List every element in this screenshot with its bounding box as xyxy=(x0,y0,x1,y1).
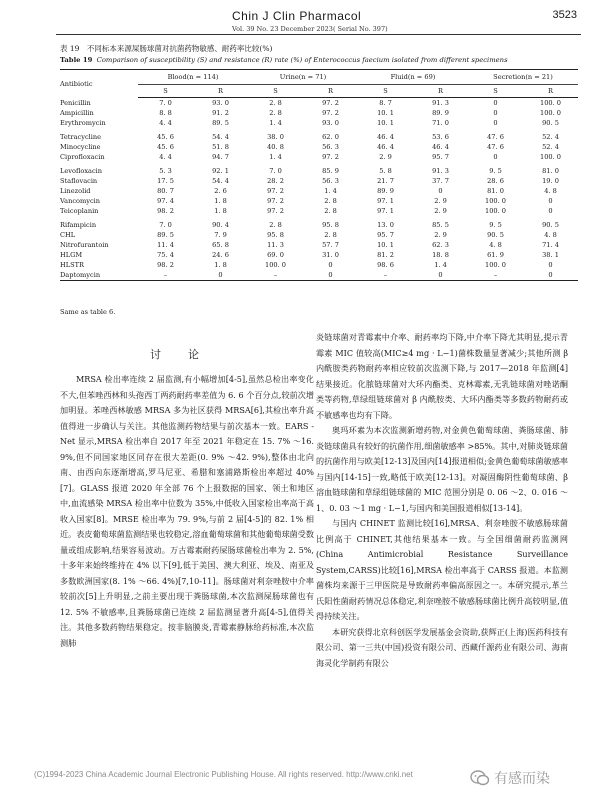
group-urine: Urine(n = 71) xyxy=(248,70,358,85)
table-cell: 2. 9 xyxy=(434,197,447,205)
table-cell: 2. 8 xyxy=(269,109,282,117)
table-cell: 8. 8 xyxy=(159,109,172,117)
table-cell: 100. 0 xyxy=(485,207,506,215)
table-cell: 38. 0 xyxy=(267,133,284,141)
page-header xyxy=(0,0,589,36)
col-antibiotic: Antibiotic xyxy=(60,70,138,98)
table-cell: 21. 7 xyxy=(377,177,394,185)
watermark-text: 有感而染 xyxy=(494,771,550,787)
table-cell: 9. 5 xyxy=(489,167,502,175)
table-cell: 4. 4 xyxy=(159,119,172,127)
table-cell: 1. 4 xyxy=(269,119,282,127)
table-cell: – xyxy=(248,270,303,281)
table-cell: 57. 7 xyxy=(322,241,339,249)
header-rule xyxy=(56,34,581,35)
table-cell: 95. 7 xyxy=(432,153,449,161)
table-row xyxy=(60,216,578,230)
right-column xyxy=(316,330,568,671)
group-secretion: Secretion(n = 21) xyxy=(468,70,578,85)
table-caption-cn: 表 19 不同标本来源屎肠球菌对抗菌药物敏感、耐药率比较(%) xyxy=(60,44,273,53)
table-cell: 95. 7 xyxy=(377,231,394,239)
wechat-icon xyxy=(470,768,490,788)
table-row xyxy=(60,240,578,250)
table-cell: – xyxy=(138,270,193,281)
table-cell: 47. 6 xyxy=(487,143,504,151)
sub-s: S xyxy=(138,85,193,98)
table-cell: 95. 8 xyxy=(267,231,284,239)
table-cell: 1. 4 xyxy=(434,261,447,269)
table-cell: 97. 4 xyxy=(157,197,174,205)
table-cell: 61. 9 xyxy=(487,251,504,259)
section-title: 讨 论 xyxy=(150,348,207,361)
table-cell: 2. 8 xyxy=(269,221,282,229)
table-cell: 97. 2 xyxy=(322,99,339,107)
table-cell: 0 xyxy=(303,270,358,281)
table-cell: 7. 9 xyxy=(214,231,227,239)
table-cell: 7. 0 xyxy=(159,99,172,107)
table-cell: 95. 8 xyxy=(322,221,339,229)
table-cell: 90. 4 xyxy=(212,221,229,229)
antibiotic-name: Linezolid xyxy=(60,187,91,195)
antibiotic-name: Minocycline xyxy=(60,143,101,151)
table-cell: 10. 1 xyxy=(377,119,394,127)
antibiotic-name: Vancomycin xyxy=(60,197,101,205)
table-cell: 11. 4 xyxy=(157,241,174,249)
table-row xyxy=(60,206,578,216)
antibiotic-name: Staflovacin xyxy=(60,177,98,185)
table-cell: 97. 2 xyxy=(322,153,339,161)
table-cell: 47. 6 xyxy=(487,133,504,141)
table-cell: 0 xyxy=(328,261,333,269)
table-cell: 71. 0 xyxy=(432,119,449,127)
table-cell: 0 xyxy=(548,207,553,215)
table-caption-en xyxy=(60,56,508,64)
sub-r: R xyxy=(303,85,358,98)
table-cell: 2. 8 xyxy=(324,207,337,215)
table-cell: 45. 6 xyxy=(157,133,174,141)
table-row xyxy=(60,108,578,118)
table-cell: 0 xyxy=(548,197,553,205)
sub-s: S xyxy=(248,85,303,98)
table-cell: 0 xyxy=(438,187,443,195)
table-cell: 97. 2 xyxy=(322,109,339,117)
antibiotic-name: Erythromycin xyxy=(60,119,106,127)
table-cell: 93. 0 xyxy=(212,99,229,107)
table-cell: 0 xyxy=(193,270,248,281)
paragraph: 炎链球菌对青霉素中介率、耐药率均下降,中介率下降尤其明显,提示青霉素 MIC 值较高(MIC≥4 mg · L−1)菌株数量显著减少;其他所测 β 内酰胺类药物耐药率相应较前次监测下降,与 2017—2018 年监测[4]结果接近。化脓链球菌对大环内酯类、克林霉素,无乳链球菌对唑诺酮类等药物,草绿组链球菌对 β 内酰胺类、大环内酯类等多数药物耐药或不敏感率也均有下降。 xyxy=(316,332,568,420)
table-cell: 1. 8 xyxy=(214,261,227,269)
table-cell: 7. 0 xyxy=(269,167,282,175)
antibiotic-name: Daptomycin xyxy=(60,270,138,281)
table-cell: 100. 0 xyxy=(540,99,561,107)
table-cell: 37. 7 xyxy=(432,177,449,185)
table-cell: 0 xyxy=(493,119,498,127)
table-cell: 92. 1 xyxy=(212,167,229,175)
sub-r: R xyxy=(193,85,248,98)
table-row xyxy=(60,98,578,109)
table-cell: 97. 1 xyxy=(377,207,394,215)
sub-s: S xyxy=(468,85,523,98)
sub-r: R xyxy=(523,85,578,98)
table-cell: 85. 5 xyxy=(432,221,449,229)
table-row xyxy=(60,162,578,176)
table-cell: 2. 6 xyxy=(214,187,227,195)
table-cell: 89. 5 xyxy=(157,231,174,239)
paragraph: 奥玛环素为本次监测新增药物,对金黄色葡萄球菌、粪肠球菌、肺炎链球菌具有较好的抗菌作用,细菌敏感率 >85%。其中,对肺炎链球菌的抗菌作用与欧美[12-13]及国内[14]报道相似;金黄色葡萄球菌敏感率与国内[14-15]一致,略低于欧美[12-13]。对凝固酶阴性葡萄球菌、β 溶血链球菌和草绿组链球菌的 MIC 范围分别是 0. 06 ～2、0. 016 ～1、0. 03 ～1 mg · L−1,与国内和美国报道相似[13-14]。 xyxy=(316,425,568,513)
copyright-line: (C)1994-2023 China Academic Journal Electronic Publishing House. All rights reserved. http://www.cnki.net xyxy=(34,770,413,779)
antibiotic-name: Nitrofurantoin xyxy=(60,241,109,249)
table-cell: 2. 8 xyxy=(269,99,282,107)
table-cell: 100. 0 xyxy=(540,153,561,161)
table-row xyxy=(60,152,578,162)
antibiotic-name: Ciprofloxacin xyxy=(60,153,105,161)
table-cell: 13. 0 xyxy=(377,221,394,229)
table-cell: 38. 1 xyxy=(542,251,559,259)
table-cell: 80. 7 xyxy=(157,187,174,195)
antibiotic-name: CHL xyxy=(60,231,76,239)
table-cell: 0 xyxy=(493,109,498,117)
table-cell: 97. 2 xyxy=(267,197,284,205)
antibiotic-name: Ampicillin xyxy=(60,109,94,117)
paragraph: MRSA 检出率连续 2 届监测,有小幅增加[4-5],虽然总检出率变化不大,但苯唑西林和头孢西丁两药耐药率差值为 6. 6 个百分点,较前次增加明显。苯唑西林敏感 MRSA 多为社区获得 MRSA[6],其检出率升高值得进一步确认与关注。其他监测药物结果与前次基本一致。EARS - Net 显示,MRSA 检出率自 2017 年至 2021 年稳定在 15. 7% ～16. 9%,但不同国家地区同存在很大差距(0. 9% ～42. 9%),整体由北向南、由西向东逐渐增高,罗马尼亚、希腊和塞浦路斯检出率超过 40%[7]。GLASS 报道 2020 年全部 76 个上报数据的国家、领土和地区中,血流感染 MRSA 检出率中位数为 35%,中低收入国家检出率高于高收入国家[8]。MRSE 检出率为 79. 9%,与前 2 届[4-5]的 82. 1% 相近。表皮葡萄球菌监测结果也较稳定,溶血葡萄球菌和其他葡萄球菌受数量或组成影响,结果容易波动。万古霉素耐药屎肠球菌检出率为 2. 5%,十多年来始终维持在 4% 以下[9],低于美国、澳大利亚、埃及、南亚及多数欧洲国家(8. 1% ～66. 4%)[7,10-11]。肠球菌对利奈唑胺中介率较前次[5]上升明显,之前主要出现于粪肠球菌,本次监测屎肠球菌也有 12. 5% 不敏感率,且粪肠球菌已连续 2 届监测显著升高[4-5],值得关注。其他多数药物结果稳定。按非脑膜炎,青霉素静脉给药标准,本次监测肺 xyxy=(60,374,314,648)
group-blood: Blood(n = 114) xyxy=(138,70,248,85)
table-cell: 100. 0 xyxy=(485,261,506,269)
table-cell: 94. 7 xyxy=(212,153,229,161)
table-cell: 17. 5 xyxy=(157,177,174,185)
table-cell: 91. 3 xyxy=(432,167,449,175)
table-cell: 1. 8 xyxy=(214,197,227,205)
volume-line: Vol. 39 No. 23 December 2023( Serial No. 397) xyxy=(232,25,388,33)
table-cell: 31. 0 xyxy=(322,251,339,259)
table-cell: 54. 4 xyxy=(212,133,229,141)
table-cell: 2. 9 xyxy=(434,207,447,215)
table-cell: 2. 9 xyxy=(434,231,447,239)
table-row xyxy=(60,270,578,281)
table-cell: 46. 4 xyxy=(432,143,449,151)
table-cell: 89. 9 xyxy=(377,187,394,195)
table-cell: 1. 8 xyxy=(214,207,227,215)
table-cell: 90. 5 xyxy=(542,221,559,229)
table-cell: – xyxy=(358,270,413,281)
watermark xyxy=(470,766,580,790)
table-cell: 56. 3 xyxy=(322,143,339,151)
table-cell: 8. 7 xyxy=(379,99,392,107)
table-cell: 0 xyxy=(413,270,468,281)
journal-title: Chin J Clin Pharmacol xyxy=(232,9,362,23)
table-cell: 54. 4 xyxy=(212,177,229,185)
table-cell: 40. 8 xyxy=(267,143,284,151)
table-cell: 51. 8 xyxy=(212,143,229,151)
table-cell: 4. 8 xyxy=(544,187,557,195)
table-cell: 28. 2 xyxy=(267,177,284,185)
table-cell: 93. 0 xyxy=(322,119,339,127)
table-cell: 4. 8 xyxy=(489,241,502,249)
table-cell: 0 xyxy=(493,153,498,161)
table-row xyxy=(60,230,578,240)
table-cell: 19. 0 xyxy=(542,177,559,185)
table-cell: 98. 6 xyxy=(377,261,394,269)
table-cell: 85. 9 xyxy=(322,167,339,175)
table-cell: 4. 8 xyxy=(544,231,557,239)
table-cell: 100. 0 xyxy=(540,109,561,117)
table-cell: 97. 1 xyxy=(377,197,394,205)
page-number: 3523 xyxy=(552,9,577,21)
table-cell: 53. 6 xyxy=(432,133,449,141)
table-cell: 90. 5 xyxy=(487,231,504,239)
table-row xyxy=(60,260,578,270)
antibiotic-name: HLGM xyxy=(60,251,83,259)
antibiotic-name: Rifampicin xyxy=(60,221,97,229)
table-row xyxy=(60,196,578,206)
table-row xyxy=(60,142,578,152)
table-cell: 46. 4 xyxy=(377,143,394,151)
table-cell: 81. 0 xyxy=(487,187,504,195)
table-cell: 2. 9 xyxy=(379,153,392,161)
table-cell: 81. 2 xyxy=(377,251,394,259)
paragraph: 本研究获得北京科创医学发展基金会资助,获辉正(上海)医药科技有限公司、第一三共(中国)投资有限公司、西藏仟源药业有限公司、海南海灵化学制药有限公 xyxy=(316,626,568,668)
table-cell: 100. 0 xyxy=(265,261,286,269)
table-cell: 9. 5 xyxy=(489,221,502,229)
table-cell: 18. 8 xyxy=(432,251,449,259)
table-cell: 65. 8 xyxy=(212,241,229,249)
table-cell: 81. 0 xyxy=(542,167,559,175)
table-cell: 52. 4 xyxy=(542,133,559,141)
antibiotic-name: HLSTR xyxy=(60,261,85,269)
table-cell: 89. 5 xyxy=(212,119,229,127)
sub-s: S xyxy=(358,85,413,98)
antibiotic-name: Teicoplanin xyxy=(60,207,99,215)
antibiotic-name: Penicillin xyxy=(60,98,91,107)
table-cell: 71. 4 xyxy=(542,241,559,249)
table-cell: 0 xyxy=(523,270,578,281)
table-row xyxy=(60,250,578,260)
table-cell: 97. 2 xyxy=(267,207,284,215)
table-cell: 11. 3 xyxy=(267,241,284,249)
table-cell: 5. 8 xyxy=(379,167,392,175)
table-cell: 91. 3 xyxy=(432,99,449,107)
table-cell: 98. 2 xyxy=(157,261,174,269)
table-cell: 0 xyxy=(493,99,498,107)
table-cell: 24. 6 xyxy=(212,251,229,259)
table-cell: 2. 8 xyxy=(324,231,337,239)
table-cell: 28. 6 xyxy=(487,177,504,185)
table-cell: 7. 0 xyxy=(159,221,172,229)
table-cell: 45. 6 xyxy=(157,143,174,151)
table-label: Table 19 xyxy=(60,56,93,64)
table-cell: 5. 3 xyxy=(159,167,172,175)
susceptibility-table xyxy=(60,69,578,281)
table-row xyxy=(60,186,578,196)
table-body xyxy=(60,98,578,281)
table-cell: 0 xyxy=(548,261,553,269)
table-cell: 56. 3 xyxy=(322,177,339,185)
table-cell: 10. 1 xyxy=(377,241,394,249)
table-cell: 98. 2 xyxy=(157,207,174,215)
table-cell: 46. 4 xyxy=(377,133,394,141)
table-cell: 91. 2 xyxy=(212,109,229,117)
table-row xyxy=(60,118,578,128)
table-cell: 75. 4 xyxy=(157,251,174,259)
left-column xyxy=(60,372,314,651)
table-row xyxy=(60,176,578,186)
antibiotic-name: Levofloxacin xyxy=(60,167,103,175)
table-cell: 69. 0 xyxy=(267,251,284,259)
table-cell: – xyxy=(468,270,523,281)
group-fluid: Fluid(n = 69) xyxy=(358,70,468,85)
table-caption-text: Comparison of susceptibility (S) and resistance (R) rate (%) of Enterococcus faecium isolated from different specimens xyxy=(96,56,508,64)
antibiotic-name: Tetracycline xyxy=(60,133,101,141)
table-cell: 90. 5 xyxy=(542,119,559,127)
table-cell: 89. 9 xyxy=(432,109,449,117)
sub-r: R xyxy=(413,85,468,98)
paragraph: 与国内 CHINET 监测比较[16],MRSA、利奈唑胺不敏感肠球菌比例高于 CHINET,其他结果基本一致。与全国细菌耐药监测网(China Antimicrobial Resistance Surveillance System,CARSS)比较[16],MRSA 检出率高于 CARSS 报道。本监测菌株均来源于三甲医院是导致耐药率偏高原因之一。本研究提示,革兰氏阳性菌耐药情况总体稳定,利奈唑胺不敏感肠球菌比例升高较明显,值得持续关注。 xyxy=(316,518,568,621)
table-cell: 1. 4 xyxy=(324,187,337,195)
table-cell: 4. 4 xyxy=(159,153,172,161)
table-cell: 97. 2 xyxy=(267,187,284,195)
table-row xyxy=(60,128,578,142)
table-cell: 52. 4 xyxy=(542,143,559,151)
table-cell: 2. 8 xyxy=(324,197,337,205)
table-cell: 62. 3 xyxy=(432,241,449,249)
table-cell: 100. 0 xyxy=(485,197,506,205)
table-cell: 10. 1 xyxy=(377,109,394,117)
table-cell: 1. 4 xyxy=(269,153,282,161)
table-note: Same as table 6. xyxy=(60,308,116,316)
table-cell: 62. 0 xyxy=(322,133,339,141)
